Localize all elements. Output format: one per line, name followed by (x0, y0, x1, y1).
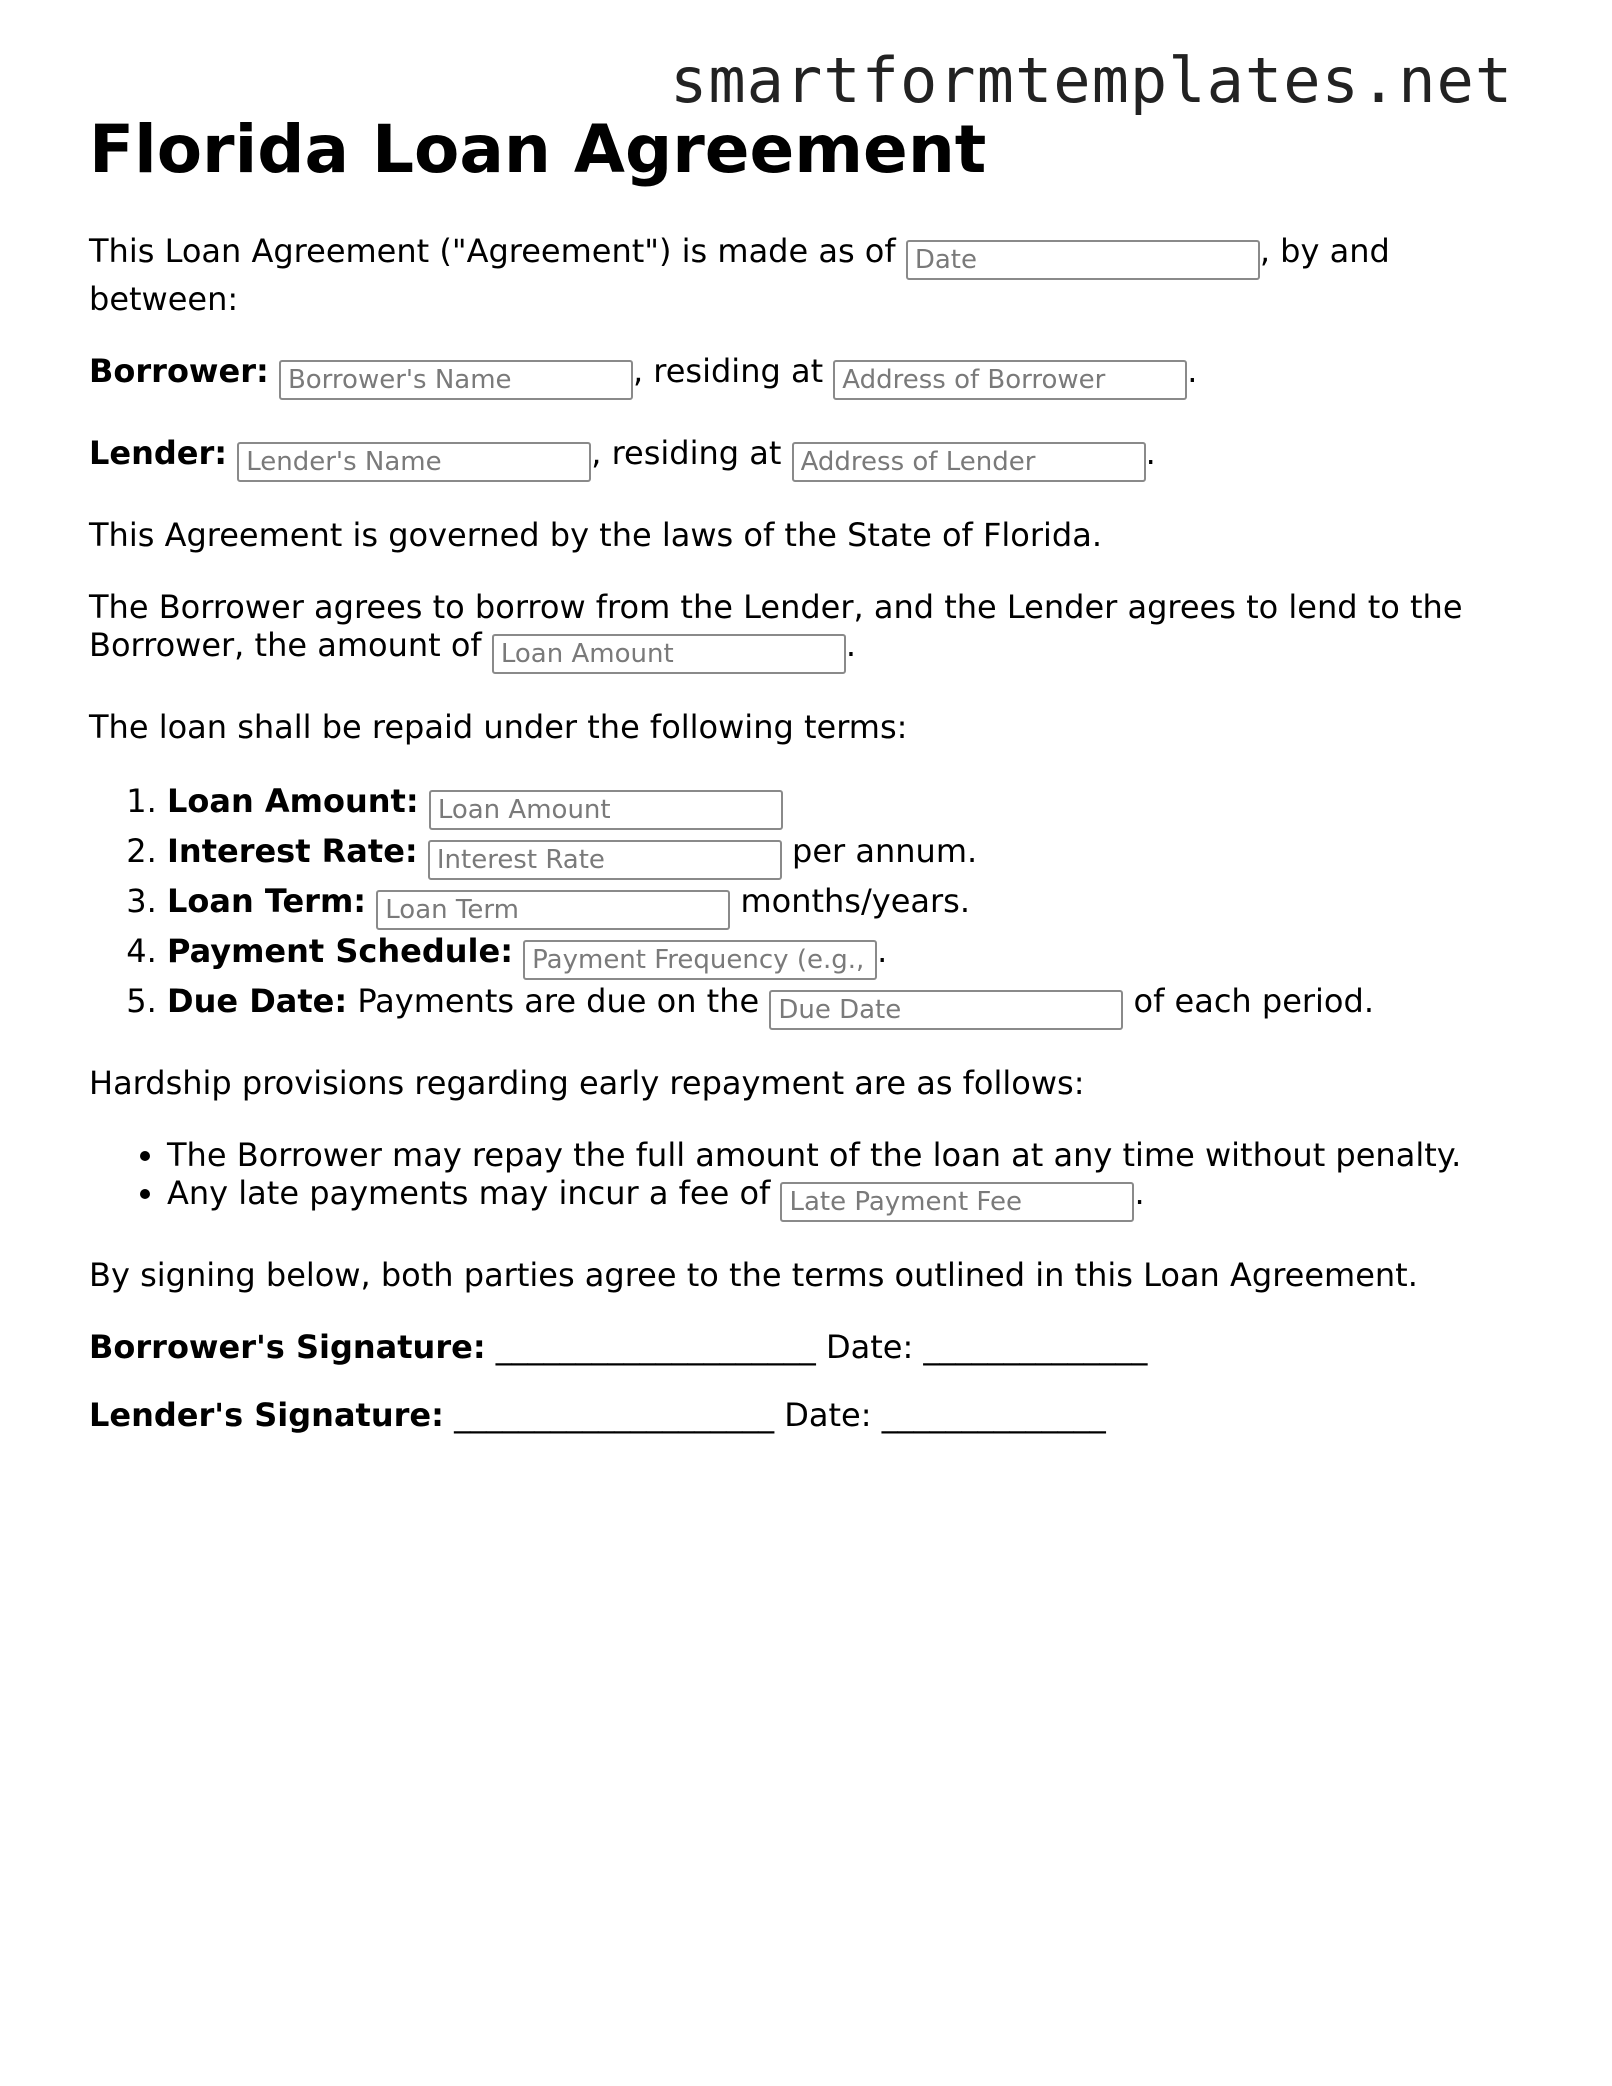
borrower-label: Borrower: (89, 352, 269, 390)
lender-signature-line (89, 1396, 1529, 1434)
form-document (89, 112, 1529, 1464)
list-item (167, 830, 1529, 880)
payment-schedule-field[interactable] (523, 940, 877, 980)
borrow-end: . (845, 626, 857, 664)
lender-address-field[interactable] (792, 442, 1146, 482)
lender-signature-date: Date: ______________ (774, 1396, 1106, 1434)
lender-residing-text: , residing at (591, 434, 792, 472)
interest-rate-label: Interest Rate: (167, 832, 418, 870)
borrower-signature-date: Date: ______________ (815, 1328, 1148, 1366)
lender-signature-blank: ____________________ (454, 1396, 775, 1434)
hardship-intro: Hardship provisions regarding early repayment are as follows: (89, 1064, 1085, 1102)
list-item (167, 780, 1529, 830)
interest-rate-suffix: per annum. (781, 832, 978, 870)
agreement-date-field[interactable] (906, 240, 1260, 280)
lender-paragraph (89, 434, 1529, 482)
closing-paragraph: By signing below, both parties agree to the terms outlined in this Loan Agreement. (89, 1256, 1418, 1294)
hardship-list (89, 1136, 1529, 1222)
borrow-paragraph (89, 588, 1529, 674)
loan-amount-label: Loan Amount: (167, 782, 419, 820)
due-date-text: Payments are due on the (347, 982, 770, 1020)
lender-label: Lender: (89, 434, 228, 472)
intro-text: This Loan Agreement ("Agreement") is made as of (89, 232, 906, 270)
borrow-text: The Borrower agrees to borrow from the Lender, and the Lender agrees to lend to the Borrower, the amount of (89, 588, 1463, 664)
list-item (167, 880, 1529, 930)
late-fee-end: . (1134, 1174, 1145, 1212)
page-title: Florida Loan Agreement (89, 111, 987, 188)
loan-amount-field[interactable] (429, 790, 783, 830)
due-date-field[interactable] (769, 990, 1123, 1030)
lender-end: . (1145, 434, 1156, 472)
terms-intro: The loan shall be repaid under the following terms: (89, 708, 908, 746)
borrower-signature-blank: ____________________ (495, 1328, 816, 1366)
interest-rate-field[interactable] (428, 840, 782, 880)
list-item (167, 930, 1529, 980)
borrower-residing-text: , residing at (632, 352, 834, 390)
borrower-paragraph (89, 352, 1529, 400)
late-payment-fee-field[interactable] (780, 1182, 1134, 1222)
payment-schedule-suffix: . (877, 932, 888, 970)
borrower-signature-line (89, 1328, 1529, 1366)
late-fee-text: Any late payments may incur a fee of (167, 1174, 781, 1212)
lender-signature-label: Lender's Signature: (89, 1396, 444, 1434)
loan-term-suffix: months/years. (730, 882, 970, 920)
watermark: smartformtemplates.net (670, 44, 1514, 117)
due-date-suffix: of each period. (1123, 982, 1374, 1020)
list-item: • The Borrower may repay the full amount of the loan at any time without penalty. (167, 1136, 1529, 1174)
loan-term-field[interactable] (376, 890, 730, 930)
intro-text-end: , by and between: (89, 232, 1390, 318)
list-item (167, 980, 1529, 1030)
borrower-address-field[interactable] (833, 360, 1187, 400)
governing-law-paragraph: This Agreement is governed by the laws of the State of Florida. (89, 516, 1102, 554)
loan-term-label: Loan Term: (167, 882, 367, 920)
borrower-signature-label: Borrower's Signature: (89, 1328, 486, 1366)
terms-list (89, 780, 1529, 1030)
borrower-end: . (1187, 352, 1198, 390)
list-item (167, 1174, 1529, 1222)
lender-name-field[interactable] (237, 442, 591, 482)
intro-paragraph (89, 232, 1529, 318)
borrower-name-field[interactable] (279, 360, 633, 400)
payment-schedule-label: Payment Schedule: (167, 932, 513, 970)
due-date-label: Due Date: (167, 982, 348, 1020)
borrow-amount-field[interactable] (492, 634, 846, 674)
